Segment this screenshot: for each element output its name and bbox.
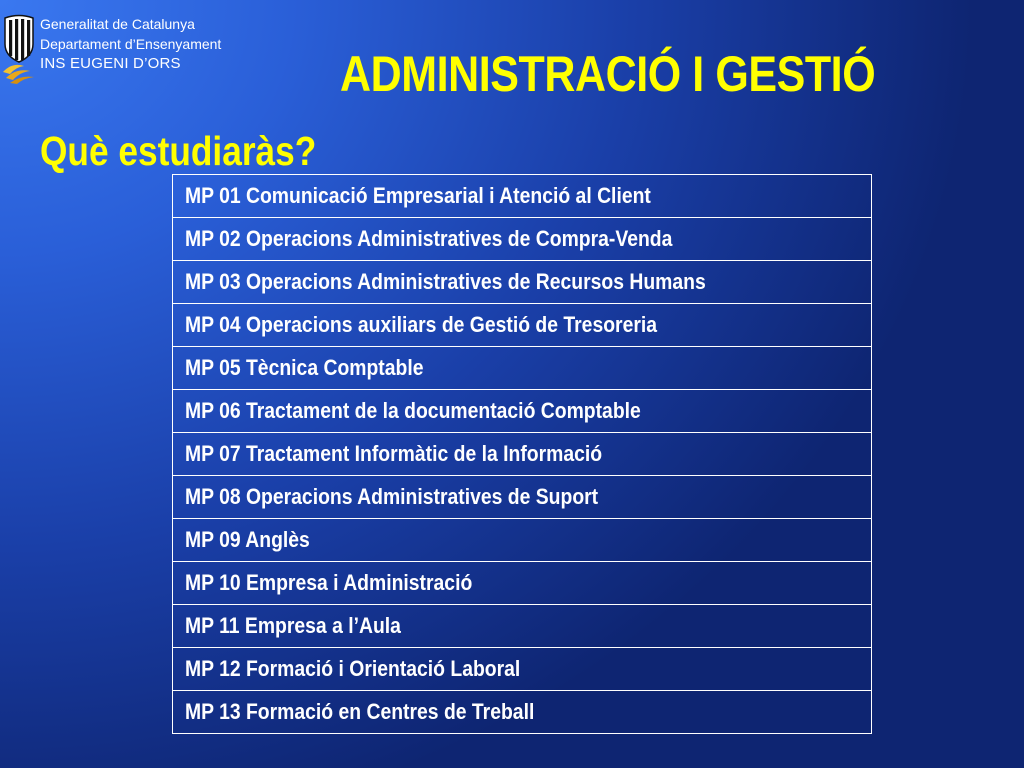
module-cell: [173, 605, 872, 648]
table-row: [173, 390, 872, 433]
table-row: [173, 605, 872, 648]
header-block: [0, 14, 221, 84]
institute-name: INS EUGENI D’ORS: [40, 55, 181, 72]
module-label: MP 01 Comunicació Empresarial i Atenció al Client: [185, 183, 651, 208]
module-cell: [173, 218, 872, 261]
table-row: [173, 562, 872, 605]
module-cell: [173, 433, 872, 476]
module-label: MP 06 Tractament de la documentació Comptable: [185, 398, 641, 423]
table-row: [173, 433, 872, 476]
table-row: [173, 519, 872, 562]
module-label: MP 13 Formació en Centres de Treball: [185, 699, 535, 724]
module-label: MP 11 Empresa a l’Aula: [185, 613, 401, 638]
module-cell: [173, 304, 872, 347]
module-cell: [173, 347, 872, 390]
org-line-department: Departament d’Ensenyament: [40, 36, 222, 52]
module-cell: [173, 476, 872, 519]
module-cell: [173, 562, 872, 605]
module-label: MP 04 Operacions auxiliars de Gestió de Tresoreria: [185, 312, 658, 337]
module-label: MP 10 Empresa i Administració: [185, 570, 473, 595]
module-label: MP 07 Tractament Informàtic de la Informació: [185, 441, 603, 466]
module-label: MP 09 Anglès: [185, 527, 310, 552]
table-row: [173, 218, 872, 261]
module-cell: [173, 390, 872, 433]
module-cell: [173, 519, 872, 562]
table-row: [173, 261, 872, 304]
org-line-generalitat: Generalitat de Catalunya: [40, 16, 195, 32]
module-cell: [173, 261, 872, 304]
table-row: [173, 347, 872, 390]
page-subtitle: Què estudiaràs?: [40, 128, 317, 174]
module-cell: [173, 175, 872, 218]
module-label: MP 08 Operacions Administratives de Suport: [185, 484, 599, 509]
module-label: MP 03 Operacions Administratives de Recursos Humans: [185, 269, 706, 294]
page-title: ADMINISTRACIÓ I GESTIÓ: [340, 46, 876, 102]
module-cell: [173, 648, 872, 691]
table-row: [173, 648, 872, 691]
modules-table: [172, 174, 872, 734]
generalitat-catalunya-logo-icon: [0, 14, 38, 84]
table-row: [173, 175, 872, 218]
table-row: [173, 304, 872, 347]
organization-name: [40, 14, 221, 74]
module-label: MP 05 Tècnica Comptable: [185, 355, 424, 380]
module-label: MP 02 Operacions Administratives de Compra-Venda: [185, 226, 673, 251]
module-cell: [173, 691, 872, 734]
module-label: MP 12 Formació i Orientació Laboral: [185, 656, 521, 681]
table-row: [173, 691, 872, 734]
table-row: [173, 476, 872, 519]
